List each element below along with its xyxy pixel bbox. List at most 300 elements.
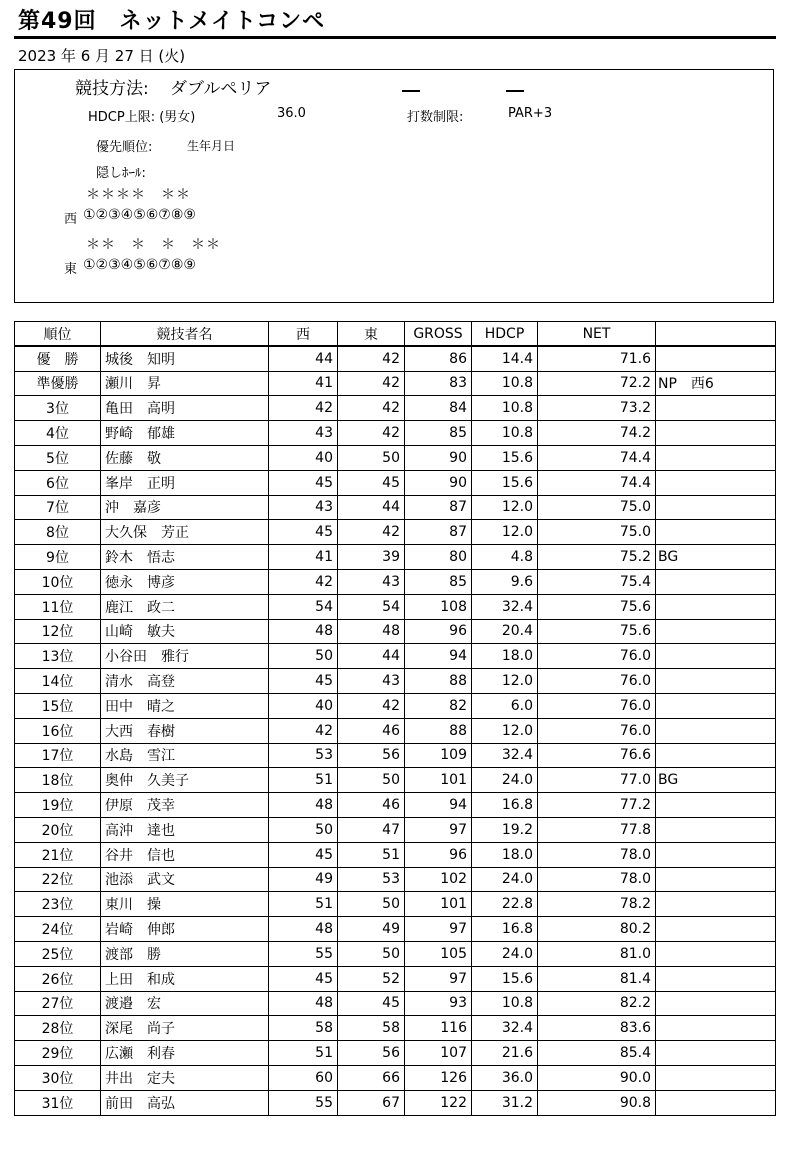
cell-east: 50 <box>338 445 405 470</box>
cell-east: 58 <box>338 1016 405 1041</box>
cell-gross: 107 <box>405 1041 472 1066</box>
cell-east: 66 <box>338 1065 405 1090</box>
cell-gross: 85 <box>405 569 472 594</box>
limit-value: PAR+3 <box>508 106 553 121</box>
table-row <box>15 941 776 966</box>
table-header-row <box>15 322 776 347</box>
tick-mark <box>506 90 524 92</box>
cell-rank: 3位 <box>15 396 101 421</box>
cell-gross: 80 <box>405 545 472 570</box>
cell-net: 81.0 <box>538 941 656 966</box>
cell-note <box>656 966 776 991</box>
table-row <box>15 867 776 892</box>
cell-west: 55 <box>269 1090 338 1115</box>
cell-rank: 16位 <box>15 718 101 743</box>
header-gross: GROSS <box>405 322 472 347</box>
cell-gross: 126 <box>405 1065 472 1090</box>
cell-rank: 優 勝 <box>15 346 101 371</box>
cell-hdcp: 18.0 <box>472 842 538 867</box>
cell-note <box>656 619 776 644</box>
cell-net: 76.0 <box>538 644 656 669</box>
cell-hdcp: 20.4 <box>472 619 538 644</box>
table-row <box>15 396 776 421</box>
cell-west: 42 <box>269 718 338 743</box>
cell-rank: 4位 <box>15 421 101 446</box>
cell-rank: 13位 <box>15 644 101 669</box>
cell-net: 78.2 <box>538 892 656 917</box>
cell-player: 小谷田 雅行 <box>101 644 269 669</box>
hidden-hole-label: 隠しﾎｰﾙ: <box>96 166 146 181</box>
cell-net: 75.2 <box>538 545 656 570</box>
cell-gross: 109 <box>405 743 472 768</box>
cell-rank: 21位 <box>15 842 101 867</box>
cell-note <box>656 1041 776 1066</box>
east-marks: ＊＊ ＊ ＊ ＊＊ <box>86 237 221 253</box>
cell-net: 80.2 <box>538 917 656 942</box>
cell-hdcp: 24.0 <box>472 941 538 966</box>
cell-west: 51 <box>269 1041 338 1066</box>
cell-hdcp: 24.0 <box>472 768 538 793</box>
table-row <box>15 892 776 917</box>
header-note <box>656 322 776 347</box>
cell-note <box>656 991 776 1016</box>
priority-label: 優先順位: <box>96 140 153 155</box>
cell-west: 48 <box>269 619 338 644</box>
table-row <box>15 669 776 694</box>
cell-hdcp: 16.8 <box>472 793 538 818</box>
table-row <box>15 793 776 818</box>
cell-gross: 97 <box>405 817 472 842</box>
cell-gross: 88 <box>405 669 472 694</box>
cell-net: 74.4 <box>538 470 656 495</box>
cell-gross: 94 <box>405 644 472 669</box>
cell-west: 58 <box>269 1016 338 1041</box>
cell-hdcp: 21.6 <box>472 1041 538 1066</box>
cell-east: 56 <box>338 743 405 768</box>
cell-rank: 14位 <box>15 669 101 694</box>
table-row <box>15 470 776 495</box>
hdcp-value: 36.0 <box>277 106 306 121</box>
table-row <box>15 817 776 842</box>
cell-east: 45 <box>338 470 405 495</box>
cell-east: 42 <box>338 421 405 446</box>
cell-west: 54 <box>269 594 338 619</box>
event-date: 2023 年 6 月 27 日 (火) <box>18 47 186 65</box>
cell-east: 42 <box>338 371 405 396</box>
cell-player: 井出 定夫 <box>101 1065 269 1090</box>
cell-rank: 6位 <box>15 470 101 495</box>
cell-net: 76.6 <box>538 743 656 768</box>
cell-player: 渡邉 宏 <box>101 991 269 1016</box>
page-title: 第49回 ネットメイトコンペ <box>18 9 326 34</box>
cell-gross: 84 <box>405 396 472 421</box>
cell-rank: 7位 <box>15 495 101 520</box>
cell-player: 清水 高登 <box>101 669 269 694</box>
header-net: NET <box>538 322 656 347</box>
table-row <box>15 743 776 768</box>
cell-note <box>656 421 776 446</box>
cell-east: 54 <box>338 594 405 619</box>
cell-net: 75.6 <box>538 619 656 644</box>
cell-east: 56 <box>338 1041 405 1066</box>
cell-east: 48 <box>338 619 405 644</box>
cell-west: 50 <box>269 817 338 842</box>
cell-note <box>656 1090 776 1115</box>
cell-gross: 88 <box>405 718 472 743</box>
table-row <box>15 1090 776 1115</box>
cell-hdcp: 15.6 <box>472 445 538 470</box>
cell-rank: 28位 <box>15 1016 101 1041</box>
table-row <box>15 842 776 867</box>
cell-hdcp: 22.8 <box>472 892 538 917</box>
cell-hdcp: 15.6 <box>472 470 538 495</box>
table-row <box>15 569 776 594</box>
cell-east: 47 <box>338 817 405 842</box>
cell-rank: 31位 <box>15 1090 101 1115</box>
cell-net: 81.4 <box>538 966 656 991</box>
cell-rank: 26位 <box>15 966 101 991</box>
table-row <box>15 644 776 669</box>
cell-hdcp: 18.0 <box>472 644 538 669</box>
cell-rank: 18位 <box>15 768 101 793</box>
cell-rank: 15位 <box>15 693 101 718</box>
cell-west: 45 <box>269 520 338 545</box>
cell-player: 広瀬 利春 <box>101 1041 269 1066</box>
cell-player: 水島 雪江 <box>101 743 269 768</box>
cell-net: 90.8 <box>538 1090 656 1115</box>
header-rank: 順位 <box>15 322 101 347</box>
cell-note <box>656 941 776 966</box>
cell-gross: 97 <box>405 966 472 991</box>
cell-west: 48 <box>269 991 338 1016</box>
cell-hdcp: 10.8 <box>472 421 538 446</box>
cell-west: 41 <box>269 371 338 396</box>
cell-net: 83.6 <box>538 1016 656 1041</box>
cell-east: 44 <box>338 644 405 669</box>
cell-gross: 97 <box>405 917 472 942</box>
cell-east: 42 <box>338 693 405 718</box>
table-row <box>15 1065 776 1090</box>
cell-note <box>656 396 776 421</box>
cell-rank: 29位 <box>15 1041 101 1066</box>
cell-gross: 90 <box>405 470 472 495</box>
cell-player: 谷井 信也 <box>101 842 269 867</box>
table-row <box>15 594 776 619</box>
cell-player: 城後 知明 <box>101 346 269 371</box>
cell-west: 45 <box>269 470 338 495</box>
cell-player: 佐藤 敬 <box>101 445 269 470</box>
cell-west: 50 <box>269 644 338 669</box>
west-marks: ＊＊＊＊ ＊＊ <box>86 187 191 203</box>
cell-west: 60 <box>269 1065 338 1090</box>
cell-hdcp: 36.0 <box>472 1065 538 1090</box>
table-row <box>15 966 776 991</box>
cell-rank: 17位 <box>15 743 101 768</box>
cell-west: 45 <box>269 842 338 867</box>
cell-gross: 116 <box>405 1016 472 1041</box>
cell-west: 40 <box>269 693 338 718</box>
cell-player: 深尾 尚子 <box>101 1016 269 1041</box>
cell-rank: 27位 <box>15 991 101 1016</box>
cell-hdcp: 9.6 <box>472 569 538 594</box>
cell-west: 45 <box>269 966 338 991</box>
cell-player: 鈴木 悟志 <box>101 545 269 570</box>
cell-hdcp: 32.4 <box>472 743 538 768</box>
header-east: 東 <box>338 322 405 347</box>
cell-hdcp: 6.0 <box>472 693 538 718</box>
cell-player: 大久保 芳正 <box>101 520 269 545</box>
cell-note <box>656 1016 776 1041</box>
cell-note <box>656 445 776 470</box>
cell-note <box>656 644 776 669</box>
cell-hdcp: 16.8 <box>472 917 538 942</box>
cell-note <box>656 892 776 917</box>
cell-note <box>656 495 776 520</box>
table-row <box>15 917 776 942</box>
cell-rank: 24位 <box>15 917 101 942</box>
cell-hdcp: 10.8 <box>472 371 538 396</box>
cell-player: 岩崎 伸郎 <box>101 917 269 942</box>
table-row <box>15 718 776 743</box>
cell-player: 高沖 達也 <box>101 817 269 842</box>
cell-east: 46 <box>338 718 405 743</box>
table-row <box>15 1041 776 1066</box>
cell-net: 76.0 <box>538 669 656 694</box>
table-row <box>15 693 776 718</box>
cell-gross: 86 <box>405 346 472 371</box>
cell-note <box>656 793 776 818</box>
cell-east: 43 <box>338 669 405 694</box>
cell-east: 43 <box>338 569 405 594</box>
cell-east: 50 <box>338 768 405 793</box>
cell-east: 42 <box>338 520 405 545</box>
west-label: 西 <box>64 212 78 227</box>
table-row <box>15 445 776 470</box>
cell-east: 42 <box>338 346 405 371</box>
cell-note <box>656 520 776 545</box>
cell-note <box>656 917 776 942</box>
cell-east: 51 <box>338 842 405 867</box>
cell-net: 77.0 <box>538 768 656 793</box>
cell-hdcp: 12.0 <box>472 495 538 520</box>
cell-player: 野崎 郁雄 <box>101 421 269 446</box>
cell-note <box>656 470 776 495</box>
cell-east: 53 <box>338 867 405 892</box>
east-label: 東 <box>64 262 78 277</box>
cell-gross: 93 <box>405 991 472 1016</box>
cell-east: 52 <box>338 966 405 991</box>
cell-player: 峯岸 正明 <box>101 470 269 495</box>
cell-rank: 5位 <box>15 445 101 470</box>
cell-note <box>656 669 776 694</box>
cell-note <box>656 867 776 892</box>
cell-west: 43 <box>269 421 338 446</box>
cell-west: 41 <box>269 545 338 570</box>
cell-west: 42 <box>269 569 338 594</box>
results-table <box>14 321 776 1116</box>
cell-net: 75.4 <box>538 569 656 594</box>
cell-east: 39 <box>338 545 405 570</box>
table-row <box>15 371 776 396</box>
cell-net: 90.0 <box>538 1065 656 1090</box>
cell-west: 44 <box>269 346 338 371</box>
cell-note <box>656 693 776 718</box>
cell-note <box>656 594 776 619</box>
cell-hdcp: 15.6 <box>472 966 538 991</box>
cell-hdcp: 32.4 <box>472 594 538 619</box>
table-row <box>15 619 776 644</box>
cell-hdcp: 19.2 <box>472 817 538 842</box>
cell-hdcp: 14.4 <box>472 346 538 371</box>
cell-east: 67 <box>338 1090 405 1115</box>
title-underline <box>14 36 776 39</box>
cell-net: 75.0 <box>538 520 656 545</box>
cell-net: 82.2 <box>538 991 656 1016</box>
cell-rank: 19位 <box>15 793 101 818</box>
cell-note <box>656 569 776 594</box>
cell-rank: 30位 <box>15 1065 101 1090</box>
cell-player: 上田 和成 <box>101 966 269 991</box>
cell-west: 51 <box>269 768 338 793</box>
cell-rank: 10位 <box>15 569 101 594</box>
cell-net: 72.2 <box>538 371 656 396</box>
cell-hdcp: 24.0 <box>472 867 538 892</box>
cell-net: 75.0 <box>538 495 656 520</box>
cell-net: 85.4 <box>538 1041 656 1066</box>
cell-gross: 87 <box>405 520 472 545</box>
hdcp-label: HDCP上限: (男女) <box>88 110 196 125</box>
cell-player: 田中 晴之 <box>101 693 269 718</box>
cell-player: 伊原 茂幸 <box>101 793 269 818</box>
cell-hdcp: 31.2 <box>472 1090 538 1115</box>
method-label: 競技方法: <box>75 79 149 99</box>
cell-east: 50 <box>338 941 405 966</box>
cell-net: 76.0 <box>538 693 656 718</box>
cell-west: 55 <box>269 941 338 966</box>
cell-rank: 準優勝 <box>15 371 101 396</box>
west-holes: ①②③④⑤⑥⑦⑧⑨ <box>83 207 196 223</box>
cell-note <box>656 842 776 867</box>
cell-hdcp: 32.4 <box>472 1016 538 1041</box>
cell-note: BG <box>656 768 776 793</box>
cell-rank: 23位 <box>15 892 101 917</box>
cell-player: 池添 武文 <box>101 867 269 892</box>
cell-west: 45 <box>269 669 338 694</box>
cell-hdcp: 12.0 <box>472 669 538 694</box>
cell-gross: 82 <box>405 693 472 718</box>
cell-west: 53 <box>269 743 338 768</box>
limit-label: 打数制限: <box>407 110 464 125</box>
cell-note: BG <box>656 545 776 570</box>
cell-gross: 102 <box>405 867 472 892</box>
cell-west: 48 <box>269 793 338 818</box>
cell-note <box>656 346 776 371</box>
table-row <box>15 421 776 446</box>
cell-net: 78.0 <box>538 842 656 867</box>
cell-net: 74.2 <box>538 421 656 446</box>
cell-rank: 8位 <box>15 520 101 545</box>
cell-note <box>656 718 776 743</box>
cell-net: 73.2 <box>538 396 656 421</box>
cell-hdcp: 12.0 <box>472 520 538 545</box>
table-row <box>15 520 776 545</box>
cell-player: 渡部 勝 <box>101 941 269 966</box>
cell-hdcp: 4.8 <box>472 545 538 570</box>
table-row <box>15 1016 776 1041</box>
cell-note <box>656 817 776 842</box>
cell-gross: 87 <box>405 495 472 520</box>
cell-player: 鹿江 政二 <box>101 594 269 619</box>
cell-net: 74.4 <box>538 445 656 470</box>
priority-value: 生年月日 <box>187 139 236 153</box>
cell-gross: 96 <box>405 619 472 644</box>
cell-hdcp: 12.0 <box>472 718 538 743</box>
cell-player: 沖 嘉彦 <box>101 495 269 520</box>
cell-hdcp: 10.8 <box>472 396 538 421</box>
cell-net: 71.6 <box>538 346 656 371</box>
cell-west: 51 <box>269 892 338 917</box>
cell-gross: 105 <box>405 941 472 966</box>
cell-player: 瀬川 昇 <box>101 371 269 396</box>
cell-gross: 83 <box>405 371 472 396</box>
tick-mark <box>402 90 420 92</box>
cell-gross: 94 <box>405 793 472 818</box>
cell-east: 42 <box>338 396 405 421</box>
cell-rank: 12位 <box>15 619 101 644</box>
cell-east: 50 <box>338 892 405 917</box>
table-row <box>15 545 776 570</box>
cell-player: 亀田 高明 <box>101 396 269 421</box>
cell-net: 78.0 <box>538 867 656 892</box>
header-player: 競技者名 <box>101 322 269 347</box>
cell-net: 77.8 <box>538 817 656 842</box>
table-row <box>15 495 776 520</box>
cell-gross: 101 <box>405 768 472 793</box>
cell-hdcp: 10.8 <box>472 991 538 1016</box>
table-row <box>15 346 776 371</box>
cell-east: 49 <box>338 917 405 942</box>
east-holes: ①②③④⑤⑥⑦⑧⑨ <box>83 257 196 273</box>
cell-net: 75.6 <box>538 594 656 619</box>
cell-rank: 9位 <box>15 545 101 570</box>
cell-east: 44 <box>338 495 405 520</box>
header-west: 西 <box>269 322 338 347</box>
cell-note <box>656 1065 776 1090</box>
cell-note <box>656 743 776 768</box>
cell-gross: 96 <box>405 842 472 867</box>
cell-east: 46 <box>338 793 405 818</box>
header-hdcp: HDCP <box>472 322 538 347</box>
cell-east: 45 <box>338 991 405 1016</box>
cell-west: 48 <box>269 917 338 942</box>
cell-player: 奥仲 久美子 <box>101 768 269 793</box>
cell-west: 40 <box>269 445 338 470</box>
cell-player: 徳永 博彦 <box>101 569 269 594</box>
cell-net: 76.0 <box>538 718 656 743</box>
cell-player: 前田 高弘 <box>101 1090 269 1115</box>
cell-player: 大西 春樹 <box>101 718 269 743</box>
method-value: ダブルペリア <box>170 79 272 99</box>
cell-gross: 90 <box>405 445 472 470</box>
cell-rank: 25位 <box>15 941 101 966</box>
cell-rank: 20位 <box>15 817 101 842</box>
table-row <box>15 768 776 793</box>
cell-gross: 122 <box>405 1090 472 1115</box>
cell-west: 42 <box>269 396 338 421</box>
cell-net: 77.2 <box>538 793 656 818</box>
cell-west: 43 <box>269 495 338 520</box>
cell-gross: 108 <box>405 594 472 619</box>
